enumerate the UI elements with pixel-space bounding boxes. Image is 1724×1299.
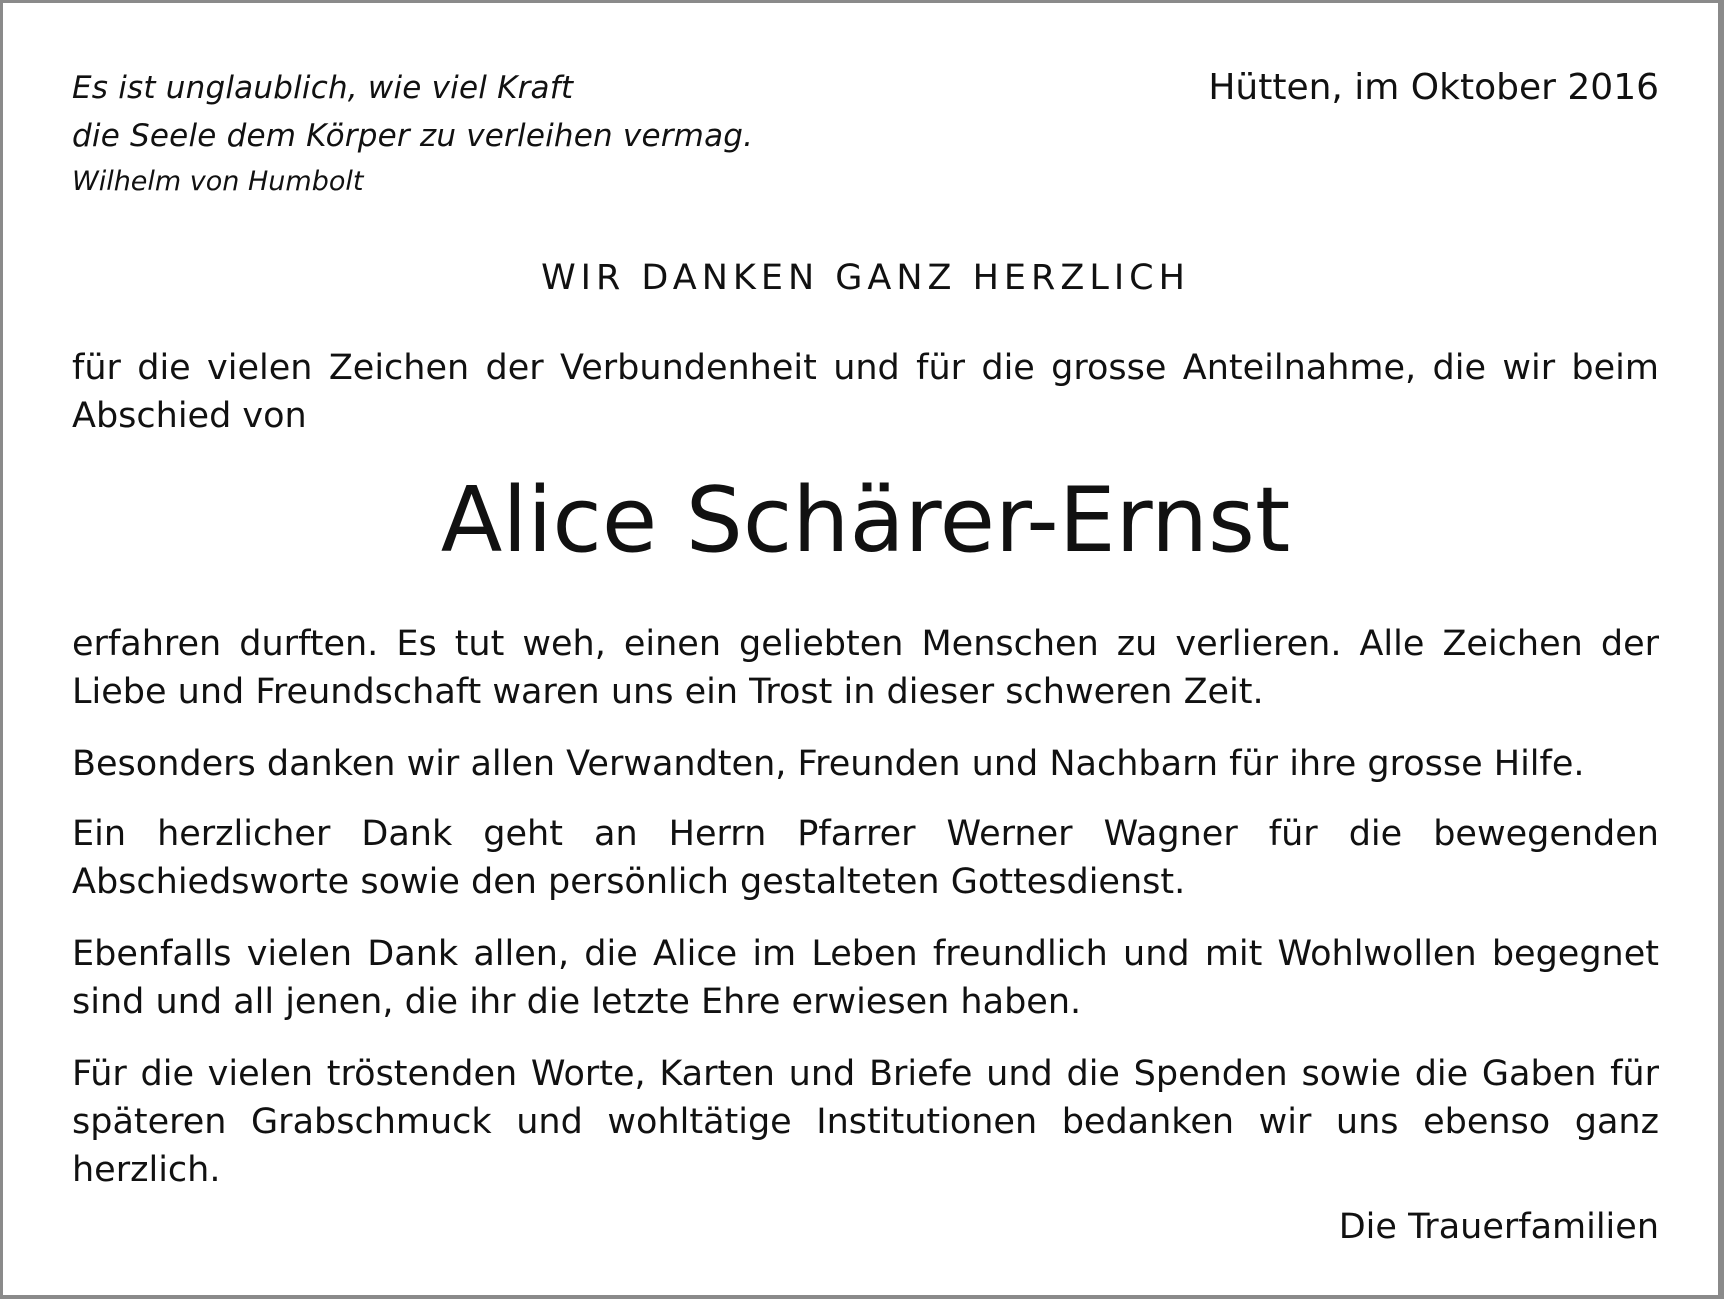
quote-line-2: die Seele dem Körper zu verleihen vermag. <box>72 118 754 154</box>
place-and-date: Hütten, im Oktober 2016 <box>1208 67 1659 108</box>
paragraph-5: Für die vielen tröstenden Worte, Karten und Briefe und die Spenden sowie die Gaben für späteren Grabschmuck und wohltätige Institutionen bedanken wir uns ebenso ganz herzlich. <box>72 1054 1659 1190</box>
paragraph-2: Besonders danken wir allen Verwandten, Freunden und Nachbarn für ihre grosse Hilfe. <box>72 744 1585 784</box>
thanks-heading: WIR DANKEN GANZ HERZLICH <box>541 258 1190 298</box>
paragraph-1: erfahren durften. Es tut weh, einen geliebten Menschen zu verlieren. Alle Zeichen der Liebe und Freundschaft waren uns ein Trost in dieser schweren Zeit. <box>72 624 1659 712</box>
quote-line-1: Es ist unglaublich, wie viel Kraft <box>72 70 574 106</box>
paragraph-3: Ein herzlicher Dank geht an Herrn Pfarrer Werner Wagner für die bewegenden Abschiedsworte sowie den persönlich gestalteten Gottesdienst. <box>72 814 1659 902</box>
header-row <box>72 58 1659 208</box>
thank-you-notice <box>72 58 1659 1247</box>
signature: Die Trauerfamilien <box>1338 1207 1659 1247</box>
paragraph-4: Ebenfalls vielen Dank allen, die Alice im Leben freundlich und mit Wohlwollen begegnet sind und all jenen, die ihr die letzte Ehre erwiesen haben. <box>72 934 1659 1022</box>
epigraph-quote <box>72 64 753 204</box>
intro-paragraph: für die vielen Zeichen der Verbundenheit und für die grosse Anteilnahme, die wir beim Abschied von <box>72 348 1659 436</box>
deceased-name: Alice Schärer-Ernst <box>440 468 1291 573</box>
quote-author: Wilhelm von Humbolt <box>72 166 364 197</box>
